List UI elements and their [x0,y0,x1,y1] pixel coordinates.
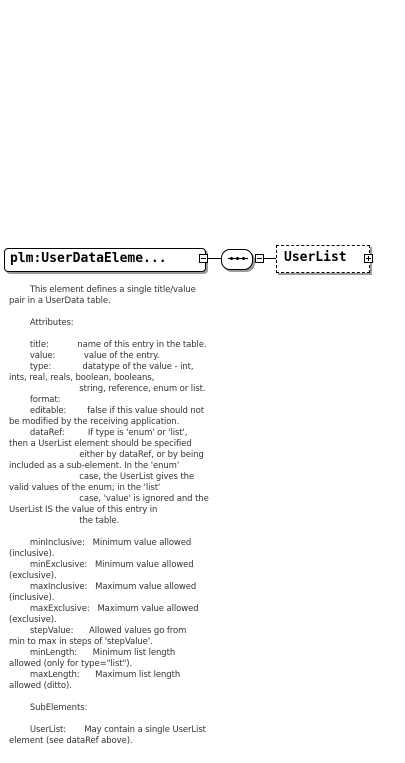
child-element-name: UserList [284,250,347,265]
doc-paragraph: minInclusive: Minimum value allowed (inclusive). minExclusive: Minimum value allowed (exclusive). maxInclusive: Maximum value allowed (inclusive). maxExclusive: Maximum value allowed (exclusive). stepValue: Allowed values go from min to max in steps of 'stepValue'. minLength: Minimum list length allowed (only for type="list"). maxLength: Maximum list length allowed (ditto). [9,538,199,691]
expand-toggle-icon[interactable] [364,254,373,263]
sequence-dot [230,257,233,260]
doc-spacer [9,714,209,725]
connector-line [208,258,222,259]
doc-paragraph: UserList: May contain a single UserList element (see dataRef above). [9,725,206,746]
doc-spacer [9,329,209,340]
doc-paragraph: SubElements: [9,703,88,713]
doc-paragraph: title: name of this entry in the table. value: value of the entry. type: datatype of the value - int, ints, real, reals, boolean, booleans, string, reference, enum or list. format: editable: false if this value should not be modified by the receiving application. dataRef: If type is 'enum' or 'list', then a UserList element should be specified either by dataRef, or by being included as a sub-element. In the 'enum' case, the UserList gives the valid values of the enum; in the 'list' case, 'value' is ignored and the UserList IS the value of this entry in the table. [9,340,209,526]
element-documentation [9,285,209,747]
doc-spacer [9,692,209,703]
sequence-dot [242,257,245,260]
doc-spacer [9,307,209,318]
connector-line [264,258,276,259]
doc-spacer [9,527,209,538]
element-name: plm:UserDataEleme... [10,251,167,266]
sequence-collapse-icon[interactable] [255,254,264,263]
collapse-toggle-icon[interactable] [199,254,208,263]
doc-paragraph: This element defines a single title/value pair in a UserData table. [9,285,196,306]
sequence-dot [236,257,239,260]
doc-paragraph: Attributes: [9,318,74,328]
